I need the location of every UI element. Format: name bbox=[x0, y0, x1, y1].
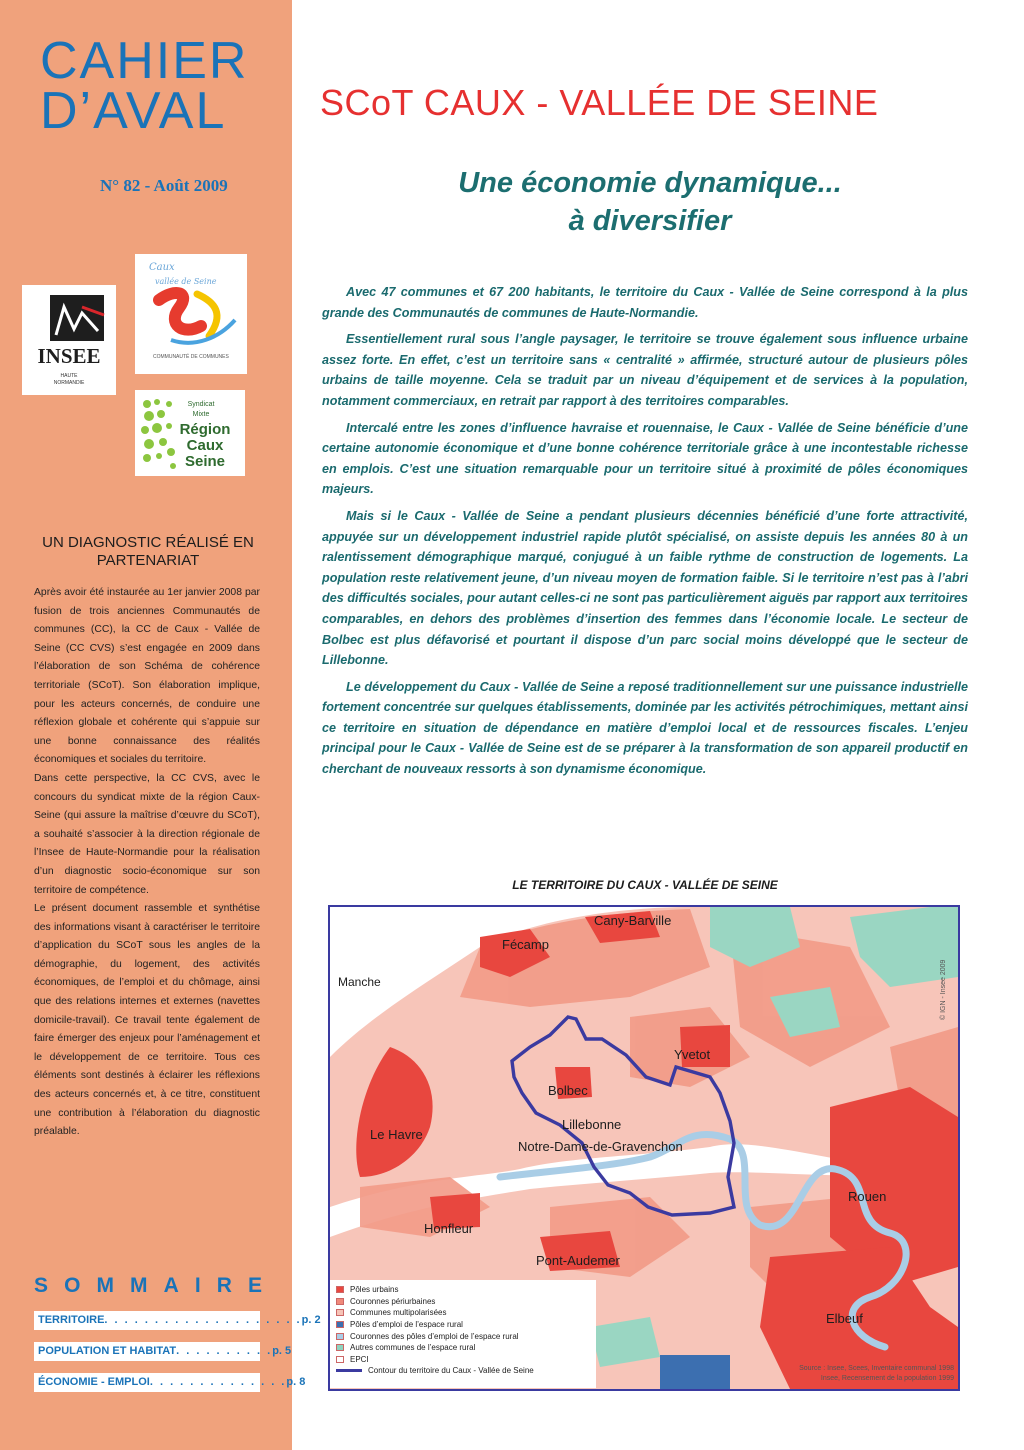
toc-item-population[interactable]: POPULATION ET HABITAT . . . . . . . . . . p. 5 bbox=[34, 1342, 260, 1361]
map-credit: © IGN - Insee 2009 bbox=[940, 959, 947, 1020]
map-label-manche: Manche bbox=[338, 975, 381, 989]
legend-item: EPCI bbox=[336, 1354, 590, 1366]
issue-number: N° 82 - Août 2009 bbox=[100, 176, 228, 195]
legend-item: Couronnes périurbaines bbox=[336, 1296, 590, 1308]
sidebar bbox=[0, 0, 321, 1450]
map-label-fecamp: Fécamp bbox=[502, 937, 549, 952]
map-source: Source : Insee, Scees, Inventaire communal 1998 Insee, Recensement de la population 1999 bbox=[799, 1365, 954, 1382]
legend-item: Pôles urbains bbox=[336, 1284, 590, 1296]
magazine-title-line2: D’AVAL bbox=[40, 82, 227, 140]
legend-item: Autres communes de l’espace rural bbox=[336, 1342, 590, 1354]
map-label-cany: Cany-Barville bbox=[594, 913, 672, 928]
map-label-lillebonne: Lillebonne bbox=[562, 1117, 622, 1132]
legend-item-outline: Contour du territoire du Caux - Vallée de Seine bbox=[336, 1365, 590, 1377]
sommaire-heading: S O M M A I R E bbox=[34, 1274, 262, 1297]
svg-text:Caux: Caux bbox=[186, 437, 224, 454]
document-subtitle: Une économie dynamique... à diversifier bbox=[458, 167, 842, 237]
intro-paragraph: Essentiellement rural sous l’angle paysager, le territoire se trouve également sous influence urbaine assez forte. En effet, c’est un territoire sans « centralité » affirmée, structuré autour de plusieurs pôles urbains de taille moyenne. Cela se traduit par un niveau d’équipement et de services à la population, notamment commerciaux, en retrait par rapport à des territoires comparables. bbox=[322, 332, 968, 408]
svg-text:Région: Région bbox=[179, 421, 231, 438]
toc-item-economie[interactable]: ÉCONOMIE - EMPLOI . . . . . . . . . . . . . . p. 8 bbox=[34, 1373, 260, 1392]
svg-text:Mixte: Mixte bbox=[192, 411, 210, 418]
intro-text bbox=[322, 282, 968, 786]
intro-paragraph: Intercalé entre les zones d’influence havraise et rouennaise, le Caux - Vallée de Seine bénéficie d’une certaine autonomie économique et d’une bonne cohérence territoriale grâce à une incontestable richesse en emplois. C’est une situation remarquable pour un territoire situé à proximité de pôles économiques majeurs. bbox=[322, 420, 968, 497]
svg-text:HAUTE: HAUTE bbox=[60, 373, 78, 379]
svg-text:vallée de Seine: vallée de Seine bbox=[155, 277, 217, 286]
region-caux-seine-logo bbox=[135, 390, 245, 476]
svg-text:COMMUNAUTÉ DE COMMUNES: COMMUNAUTÉ DE COMMUNES bbox=[153, 354, 229, 360]
svg-text:Seine: Seine bbox=[184, 453, 226, 470]
map-label-honfleur: Honfleur bbox=[424, 1221, 474, 1236]
magazine-title-line1: CAHIER bbox=[40, 32, 249, 90]
map-label-rouen: Rouen bbox=[848, 1189, 887, 1204]
legend-item: Couronnes des pôles d’emploi de l’espace rural bbox=[336, 1330, 590, 1342]
legend-item: Communes multipolarisées bbox=[336, 1307, 590, 1319]
map-label-yvetot: Yvetot bbox=[674, 1047, 711, 1062]
map-label-bolbec: Bolbec bbox=[548, 1083, 588, 1098]
document-title: SCoT CAUX - VALLÉE DE SEINE bbox=[320, 82, 879, 123]
intro-paragraph: Avec 47 communes et 67 200 habitants, le territoire du Caux - Vallée de Seine correspond à la plus grande des Communautés de communes de Haute-Normandie. bbox=[322, 285, 968, 320]
insee-logo bbox=[22, 285, 116, 395]
map-title: LE TERRITOIRE DU CAUX - VALLÉE DE SEINE bbox=[512, 878, 778, 892]
partner-paragraph: Dans cette perspective, la CC CVS, avec le concours du syndicat mixte de la région Caux-Seine (qui assure la maîtrise d’œuvre du SCoT), a souhaité s’associer à la direction régionale de l’Insee de Haute-Normandie pour la réalisation d’un diagnostic socio-économique sur son territoire de compétence. bbox=[34, 772, 260, 896]
map-legend bbox=[330, 1280, 596, 1388]
cvs-logo bbox=[135, 254, 247, 374]
svg-text:NORMANDIE: NORMANDIE bbox=[53, 380, 85, 386]
intro-paragraph: Le développement du Caux - Vallée de Seine a reposé traditionnellement sur une puissance industrielle fortement concentrée sur quelques établissements, dominée par les activités pétrochimiques, mettant ainsi ce territoire en situation de dépendance en matière d’emploi local et de ressources fiscales. L’enjeu principal pour le Caux - Vallée de Seine est de se préparer à la transformation de son appareil productif en cherchant de nouveaux ressorts à son dynamisme économique. bbox=[322, 679, 968, 777]
svg-text:Caux: Caux bbox=[149, 262, 175, 273]
magazine-title bbox=[40, 32, 270, 140]
legend-item: Pôles d’emploi de l’espace rural bbox=[336, 1319, 590, 1331]
svg-text:Syndicat: Syndicat bbox=[187, 401, 215, 408]
map-label-notre-dame-de-gravenchon: Notre-Dame-de-Gravenchon bbox=[518, 1139, 683, 1154]
toc-item-territoire[interactable]: TERRITOIRE . . . . . . . . . . . . . . . . . . . . p. 2 bbox=[34, 1311, 260, 1330]
map-label-elbeuf: Elbeuf bbox=[826, 1311, 863, 1326]
partner-heading: UN DIAGNOSTIC RÉALISÉ EN PARTENARIAT bbox=[42, 534, 254, 569]
map-label-pont-audemer: Pont-Audemer bbox=[536, 1253, 620, 1268]
partner-paragraph: Après avoir été instaurée au 1er janvier 2008 par fusion de trois anciennes Communautés de communes (CC), la CC de Caux - Vallée de Seine (CC CVS) s’est engagée en 2009 dans l’élaboration de son Schéma de cohérence territoriale (SCoT). Son élaboration implique, pour les acteurs concernés, de conduire une réflexion globale et cohérente qui s’appuie sur une bonne connaissance des réalités économiques et sociales du territoire. bbox=[34, 587, 260, 766]
insee-wordmark: INSEE bbox=[37, 344, 101, 368]
intro-paragraph: Mais si le Caux - Vallée de Seine a pendant plusieurs décennies bénéficié d’une forte attractivité, appuyée sur un développement industriel rapide plutôt spécialisé, on assiste depuis les années 80 à un ralentissement démographique marqué, conjugué à un faible rythme de construction de logements. La population reste relativement jeune, d’un niveau moyen de formation faible. Si le territoire n’est pas à l’abri des difficultés sociales, pour autant celles-ci ne sont pas particulièrement aiguës par rapport aux territoires comparables, en dehors des problèmes d’insertion des femmes dans l’économie locale. Le secteur de Bolbec est plus défavorisé et pourtant il dispose d’un parc social moins développé que le secteur de Lillebonne. bbox=[322, 508, 968, 668]
partner-text bbox=[34, 584, 260, 1142]
map-label-le-havre: Le Havre bbox=[370, 1127, 423, 1142]
partner-paragraph: Le présent document rassemble et synthétise des informations visant à caractériser le territoire d’application du SCoT sous les angles de la démographie, du logement, des activités économiques, de l’emploi et du chômage, ainsi que des relations internes et externes (navettes domicile-travail). Ce travail tente également de faire émerger des enjeux pour l’aménagement et le développement de ce territoire. Tous ces éléments sont destinés à éclairer les réflexions des acteurs concernés et, à ce titre, constituent une contribution à l’élaboration du diagnostic préalable. bbox=[34, 903, 260, 1138]
